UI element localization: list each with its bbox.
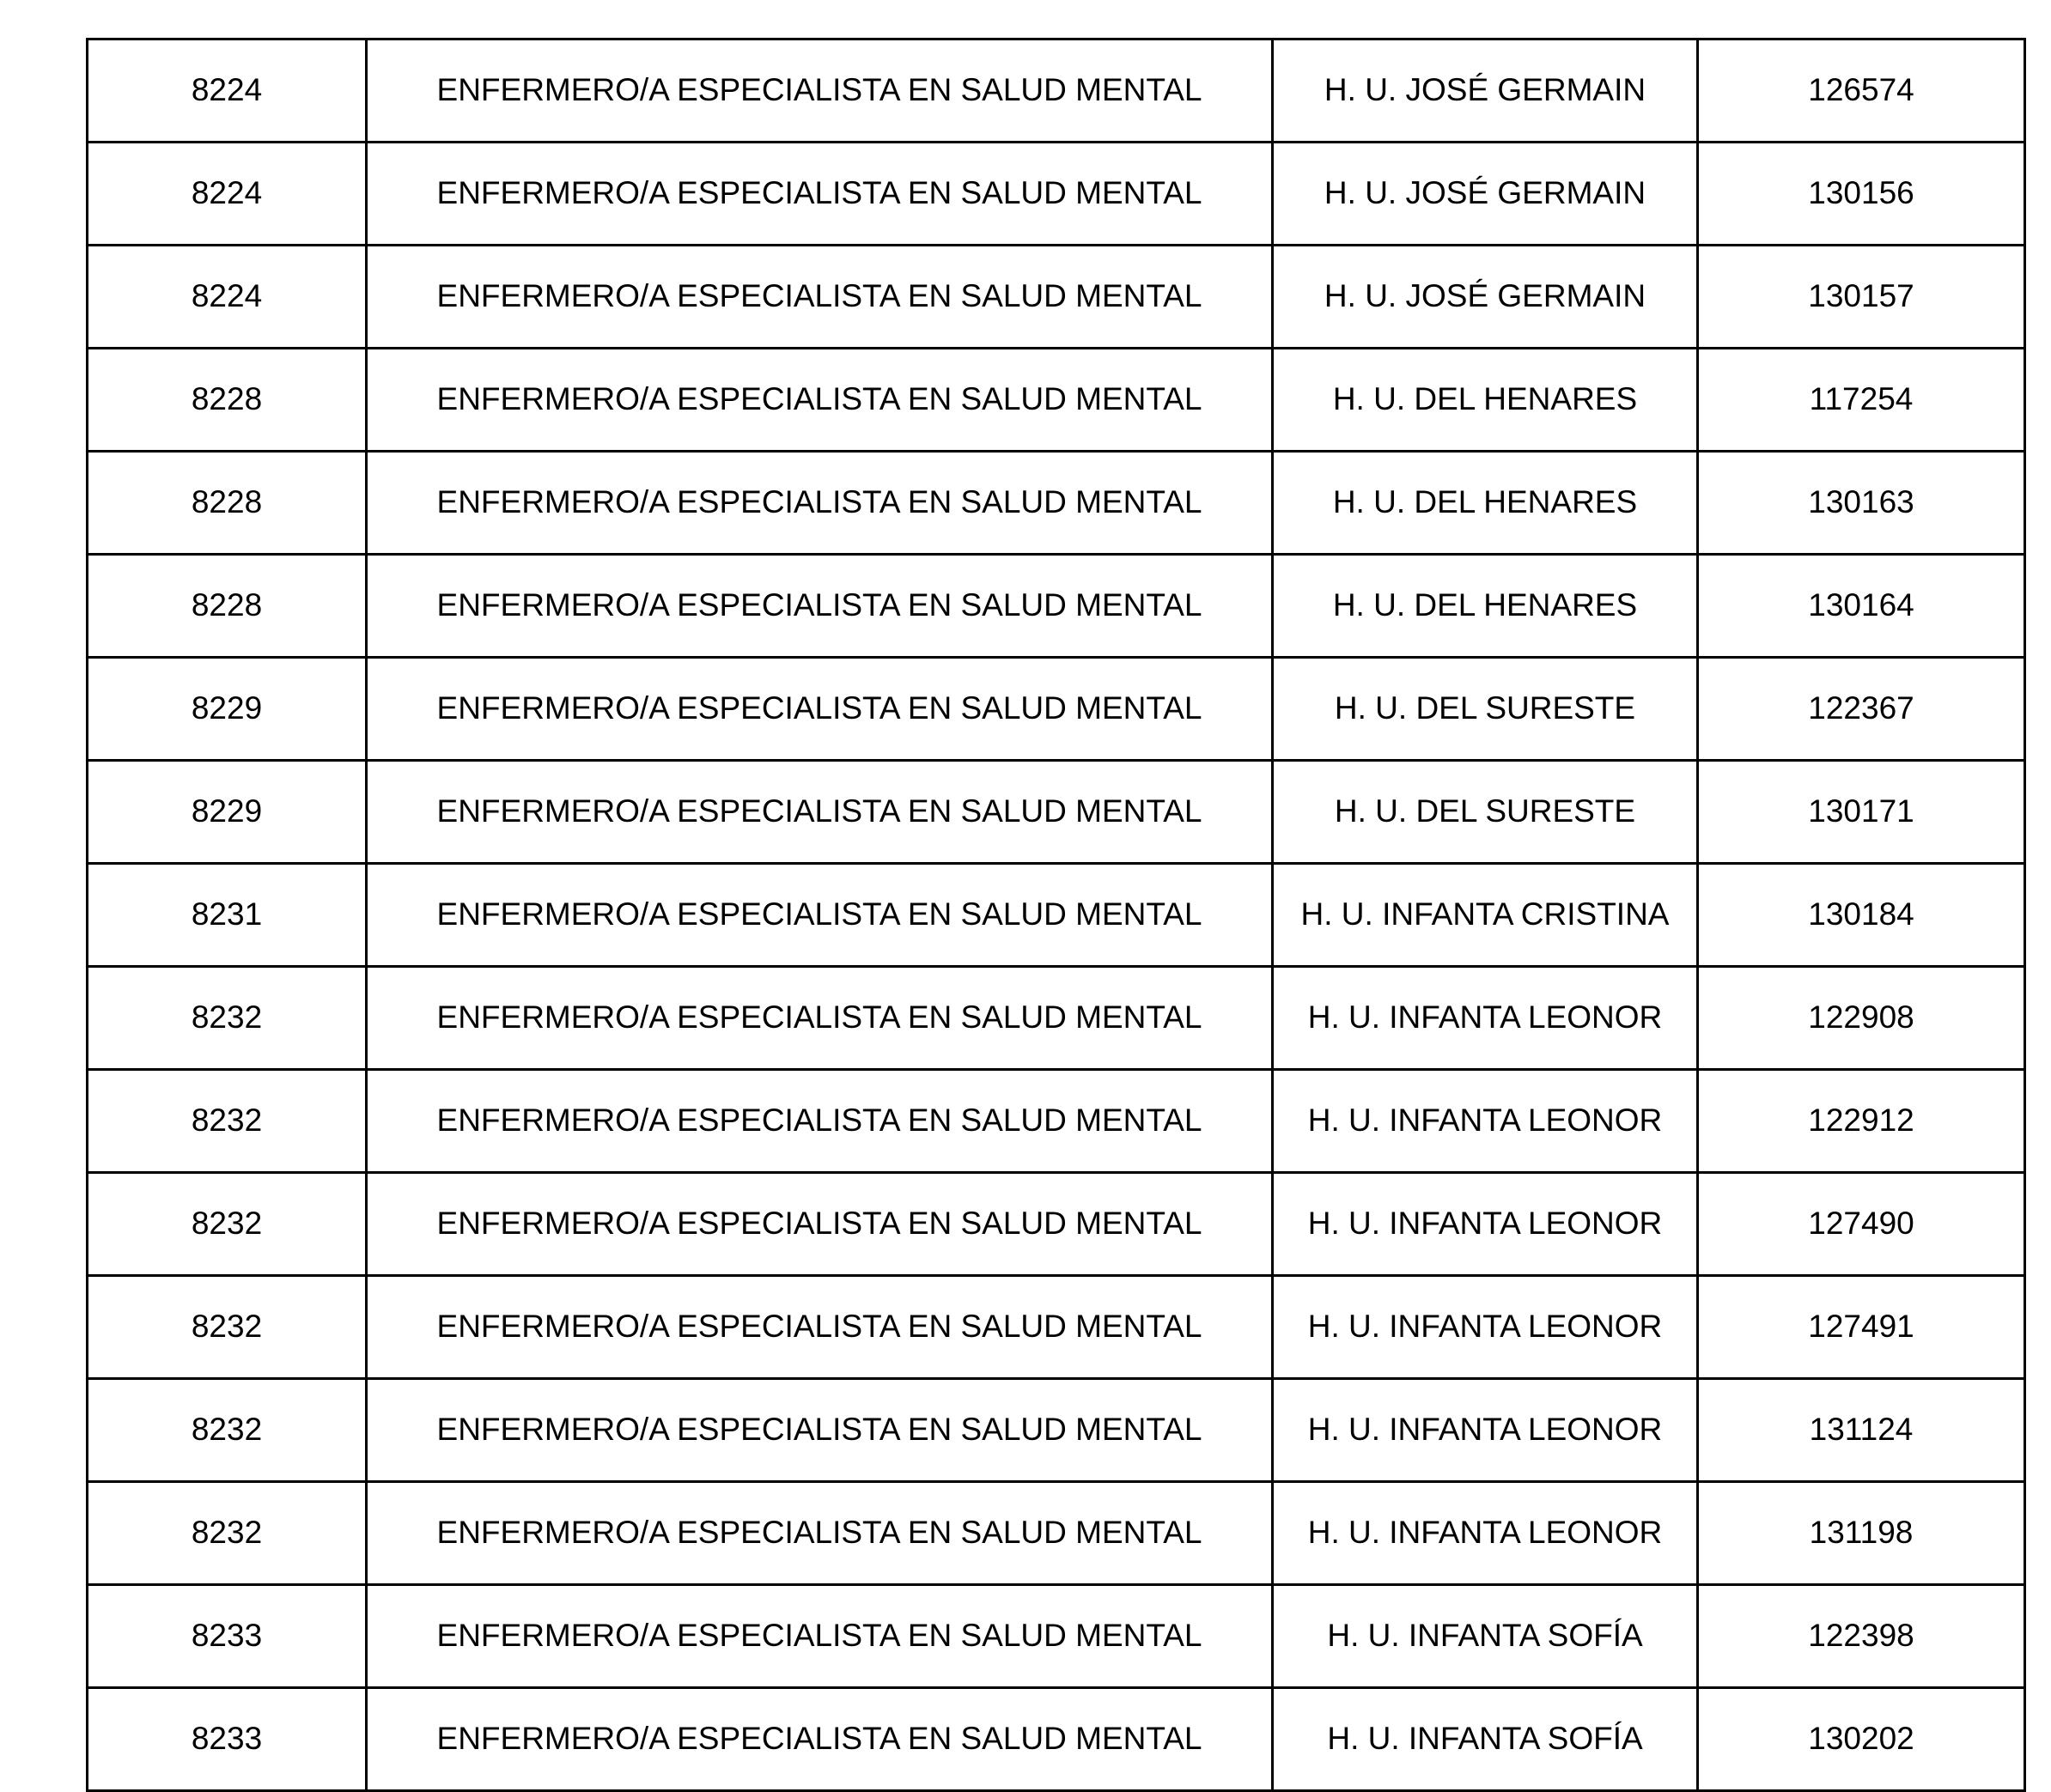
cell-center: H. U. JOSÉ GERMAIN: [1273, 246, 1698, 349]
cell-center: H. U. INFANTA SOFÍA: [1273, 1585, 1698, 1688]
cell-id: 131124: [1698, 1379, 2025, 1482]
cell-center: H. U. DEL SURESTE: [1273, 761, 1698, 864]
table-row: [88, 1276, 2025, 1379]
cell-center: H. U. INFANTA LEONOR: [1273, 1379, 1698, 1482]
cell-code: 8224: [88, 246, 367, 349]
cell-center: H. U. DEL HENARES: [1273, 349, 1698, 452]
cell-center: H. U. DEL SURESTE: [1273, 658, 1698, 761]
table-row: [88, 864, 2025, 967]
table-row: [88, 1070, 2025, 1173]
cell-center: H. U. INFANTA LEONOR: [1273, 1276, 1698, 1379]
table-body: [88, 39, 2025, 1791]
cell-title: ENFERMERO/A ESPECIALISTA EN SALUD MENTAL: [367, 1276, 1273, 1379]
cell-title: ENFERMERO/A ESPECIALISTA EN SALUD MENTAL: [367, 864, 1273, 967]
cell-title: ENFERMERO/A ESPECIALISTA EN SALUD MENTAL: [367, 555, 1273, 658]
cell-title: ENFERMERO/A ESPECIALISTA EN SALUD MENTAL: [367, 967, 1273, 1070]
cell-id: 130157: [1698, 246, 2025, 349]
cell-id: 127490: [1698, 1173, 2025, 1276]
cell-title: ENFERMERO/A ESPECIALISTA EN SALUD MENTAL: [367, 39, 1273, 143]
table-row: [88, 555, 2025, 658]
cell-code: 8232: [88, 1276, 367, 1379]
cell-code: 8224: [88, 39, 367, 143]
cell-code: 8232: [88, 1173, 367, 1276]
cell-id: 130156: [1698, 143, 2025, 246]
cell-title: ENFERMERO/A ESPECIALISTA EN SALUD MENTAL: [367, 1688, 1273, 1791]
cell-title: ENFERMERO/A ESPECIALISTA EN SALUD MENTAL: [367, 452, 1273, 555]
cell-center: H. U. DEL HENARES: [1273, 555, 1698, 658]
cell-id: 122398: [1698, 1585, 2025, 1688]
cell-title: ENFERMERO/A ESPECIALISTA EN SALUD MENTAL: [367, 1379, 1273, 1482]
cell-title: ENFERMERO/A ESPECIALISTA EN SALUD MENTAL: [367, 1070, 1273, 1173]
cell-code: 8232: [88, 1379, 367, 1482]
cell-center: H. U. JOSÉ GERMAIN: [1273, 143, 1698, 246]
table-row: [88, 39, 2025, 143]
table-row: [88, 1173, 2025, 1276]
cell-title: ENFERMERO/A ESPECIALISTA EN SALUD MENTAL: [367, 1482, 1273, 1585]
cell-id: 130202: [1698, 1688, 2025, 1791]
cell-id: 130171: [1698, 761, 2025, 864]
cell-center: H. U. INFANTA LEONOR: [1273, 967, 1698, 1070]
cell-center: H. U. JOSÉ GERMAIN: [1273, 39, 1698, 143]
cell-code: 8232: [88, 1070, 367, 1173]
cell-center: H. U. INFANTA CRISTINA: [1273, 864, 1698, 967]
cell-center: H. U. INFANTA LEONOR: [1273, 1482, 1698, 1585]
cell-title: ENFERMERO/A ESPECIALISTA EN SALUD MENTAL: [367, 349, 1273, 452]
table-row: [88, 452, 2025, 555]
cell-center: H. U. INFANTA LEONOR: [1273, 1070, 1698, 1173]
table-row: [88, 967, 2025, 1070]
table-row: [88, 349, 2025, 452]
cell-title: ENFERMERO/A ESPECIALISTA EN SALUD MENTAL: [367, 143, 1273, 246]
cell-code: 8224: [88, 143, 367, 246]
cell-id: 127491: [1698, 1276, 2025, 1379]
table-row: [88, 1688, 2025, 1791]
table-row: [88, 143, 2025, 246]
cell-code: 8229: [88, 761, 367, 864]
cell-id: 130164: [1698, 555, 2025, 658]
cell-code: 8232: [88, 1482, 367, 1585]
cell-id: 130163: [1698, 452, 2025, 555]
cell-center: H. U. DEL HENARES: [1273, 452, 1698, 555]
table-row: [88, 1379, 2025, 1482]
cell-code: 8229: [88, 658, 367, 761]
cell-title: ENFERMERO/A ESPECIALISTA EN SALUD MENTAL: [367, 1173, 1273, 1276]
cell-title: ENFERMERO/A ESPECIALISTA EN SALUD MENTAL: [367, 1585, 1273, 1688]
table-row: [88, 761, 2025, 864]
cell-id: 126574: [1698, 39, 2025, 143]
table-row: [88, 1585, 2025, 1688]
cell-code: 8228: [88, 452, 367, 555]
cell-id: 117254: [1698, 349, 2025, 452]
cell-id: 122912: [1698, 1070, 2025, 1173]
cell-code: 8228: [88, 349, 367, 452]
cell-code: 8228: [88, 555, 367, 658]
cell-title: ENFERMERO/A ESPECIALISTA EN SALUD MENTAL: [367, 246, 1273, 349]
table-row: [88, 1482, 2025, 1585]
table-row: [88, 246, 2025, 349]
table-row: [88, 658, 2025, 761]
cell-id: 130184: [1698, 864, 2025, 967]
cell-id: 122367: [1698, 658, 2025, 761]
cell-title: ENFERMERO/A ESPECIALISTA EN SALUD MENTAL: [367, 761, 1273, 864]
cell-code: 8233: [88, 1688, 367, 1791]
positions-table: [86, 38, 2026, 1792]
cell-center: H. U. INFANTA SOFÍA: [1273, 1688, 1698, 1791]
cell-code: 8232: [88, 967, 367, 1070]
cell-code: 8231: [88, 864, 367, 967]
cell-id: 131198: [1698, 1482, 2025, 1585]
cell-center: H. U. INFANTA LEONOR: [1273, 1173, 1698, 1276]
cell-id: 122908: [1698, 967, 2025, 1070]
cell-title: ENFERMERO/A ESPECIALISTA EN SALUD MENTAL: [367, 658, 1273, 761]
cell-code: 8233: [88, 1585, 367, 1688]
